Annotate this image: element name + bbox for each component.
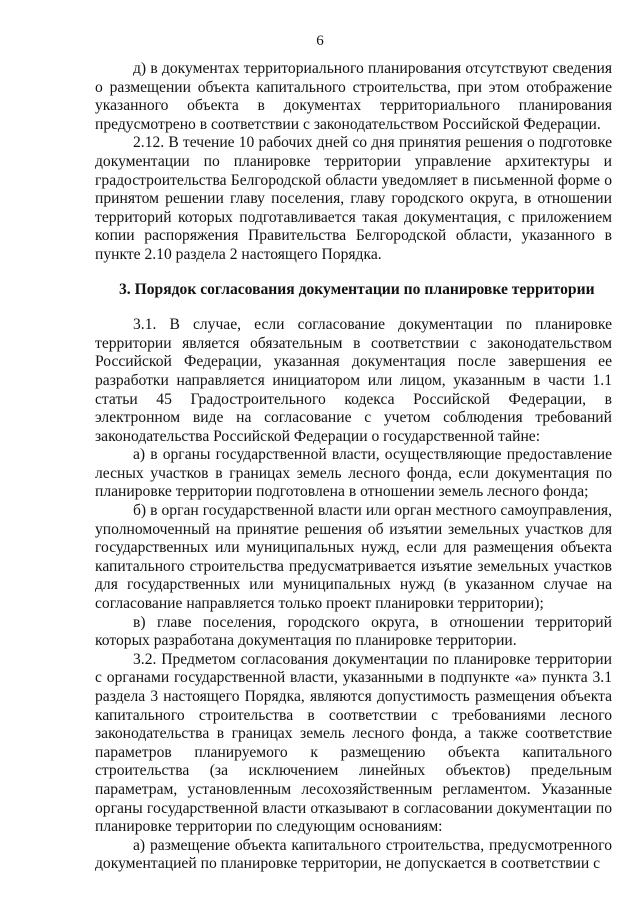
paragraph-d-territorial-planning: д) в документах территориального планирования отсутствуют сведения о размещении объекта капитального строительства, при этом отображение указанного объекта в документах территориального планирования предусмотрено в соответствии с законодательством Российской Федерации. (95, 60, 612, 133)
section-3-heading: 3. Порядок согласования документации по планировке территории (119, 280, 595, 298)
paragraph-3-1-b: б) в орган государственной власти или орган местного самоуправления, уполномоченный на принятие решения об изъятии земельных участков для государственных или муниципальных нужд, если для размещения объекта капитального строительства предусматривается изъятие земельных участков для государственных или муниципальных нужд (в указанном случае на согласование направляется только проект планировки территории); (95, 502, 612, 613)
page-number: 6 (316, 33, 324, 49)
paragraph-3-1: 3.1. В случае, если согласование документации по планировке территории является обязательным в соответствии с законодательством Российской Федерации, указанная документация после завершения ее разработки направляется инициатором или лицом, указанным в части 1.1 статьи 45 Градостроительного кодекса Российской Федерации, в электронном виде на согласование с учетом соблюдения требований законодательства Российской Федерации о государственной тайне: (95, 316, 612, 445)
paragraph-3-2: 3.2. Предметом согласования документации по планировке территории с органами государственной власти, указанными в подпункте «а» пункта 3.1 раздела 3 настоящего Порядка, являются допустимость размещения объекта капитального строительства в соответствии с требованиями лесного законодательства в границах земель лесного фонда, а также соответствие параметров планируемого к размещению объекта капитального строительства (за исключением линейных объектов) предельным параметрам, установленным лесохозяйственным регламентом. Указанные органы государственной власти отказывают в согласовании документации по планировке территории по следующим основаниям: (95, 650, 612, 836)
paragraph-3-2-a: а) размещение объекта капитального строительства, предусмотренного документацией по планировке территории, не допускается в соответствии с (95, 836, 612, 873)
paragraph-3-1-a: а) в органы государственной власти, осуществляющие предоставление лесных участков в границах земель лесного фонда, если документация по планировке территории подготовлена в отношении земель лесного фонда; (95, 446, 612, 501)
paragraph-2-12: 2.12. В течение 10 рабочих дней со дня принятия решения о подготовке документации по планировке территории управление архитектуры и градостроительства Белгородской области уведомляет в письменной форме о принятом решении главу поселения, главу городского округа, в отношении территорий которых подготавливается такая документация, с приложением копии распоряжения Правительства Белгородской области, указанного в пункте 2.10 раздела 2 настоящего Порядка. (95, 134, 612, 263)
paragraph-3-1-v: в) главе поселения, городского округа, в отношении территорий которых разработана документация по планировке территории. (95, 613, 612, 650)
document-body (95, 60, 612, 874)
